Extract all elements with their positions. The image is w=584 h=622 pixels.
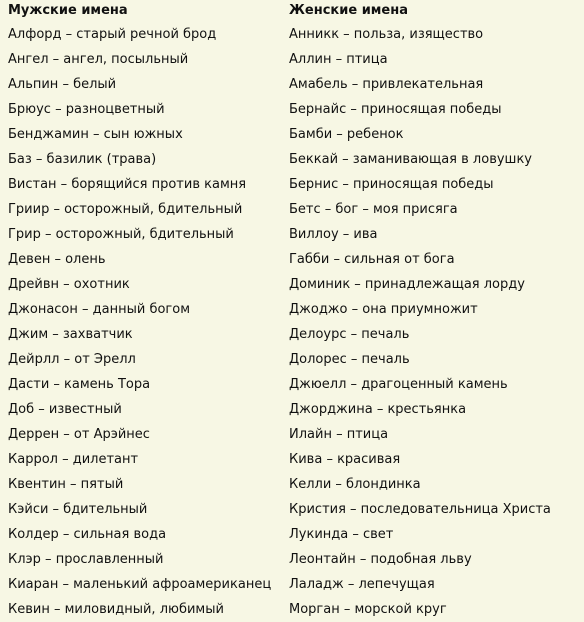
name-entry: Джоджо – она приумножит (289, 302, 478, 317)
name-entry: Габби – сильная от бога (289, 252, 455, 267)
male-names-header: Мужские имена (8, 3, 128, 18)
name-entry: Джонасон – данный богом (8, 302, 191, 317)
name-entry: Бернис – приносящая победы (289, 177, 494, 192)
name-entry: Джорджина – крестьянка (289, 402, 467, 417)
name-entry: Дасти – камень Тора (8, 377, 151, 392)
name-entry: Аллин – птица (289, 52, 388, 67)
name-entry: Грир – осторожный, бдительный (8, 227, 234, 242)
name-entry: Долорес – печаль (289, 352, 410, 367)
name-entry: Кэйси – бдительный (8, 502, 148, 517)
name-entry: Кристия – последовательница Христа (289, 502, 551, 517)
name-entry: Дрейвн – охотник (8, 277, 130, 292)
name-entry: Амабель – привлекательная (289, 77, 484, 92)
name-entry: Каррол – дилетант (8, 452, 139, 467)
name-entry: Виллоу – ива (289, 227, 378, 242)
name-entry: Беккай – заманивающая в ловушку (289, 152, 532, 167)
name-entry: Кевин – миловидный, любимый (8, 602, 224, 617)
name-entry: Илайн – птица (289, 427, 389, 442)
name-entry: Лукинда – свет (289, 527, 394, 542)
name-entry: Вистан – борящийся против камня (8, 177, 247, 192)
female-names-header: Женские имена (289, 3, 408, 18)
name-entry: Делоурс – печаль (289, 327, 410, 342)
name-entry: Гриир – осторожный, бдительный (8, 202, 243, 217)
name-entry: Бенджамин – сын южных (8, 127, 183, 142)
name-entry: Бамби – ребенок (289, 127, 404, 142)
name-entry: Клэр – прославленный (8, 552, 164, 567)
name-entry: Колдер – сильная вода (8, 527, 167, 542)
female-names-list (289, 22, 581, 622)
name-entry: Морган – морской круг (289, 602, 447, 617)
name-entry: Киаран – маленький афроамериканец (8, 577, 272, 592)
name-entry: Баз – базилик (трава) (8, 152, 157, 167)
name-entry: Доминик – принадлежащая лорду (289, 277, 525, 292)
name-entry: Келли – блондинка (289, 477, 421, 492)
name-entry: Анникк – польза, изящество (289, 27, 484, 42)
name-entry: Бетс – бог – моя присяга (289, 202, 458, 217)
name-entry: Джим – захватчик (8, 327, 133, 342)
name-entry: Бернайс – приносящая победы (289, 102, 502, 117)
name-entry: Ангел – ангел, посыльный (8, 52, 189, 67)
name-entry: Кива – красивая (289, 452, 401, 467)
female-names-column (289, 0, 581, 622)
male-names-column (8, 0, 280, 622)
name-entry: Алфорд – старый речной брод (8, 27, 217, 42)
male-names-list (8, 22, 280, 622)
name-entry: Лаладж – лепечущая (289, 577, 435, 592)
name-entry: Квентин – пятый (8, 477, 124, 492)
name-entry: Брюус – разноцветный (8, 102, 165, 117)
name-entry: Дейрлл – от Эрелл (8, 352, 136, 367)
name-entry: Альпин – белый (8, 77, 117, 92)
name-entry: Деррен – от Арэйнес (8, 427, 150, 442)
name-entry: Джюелл – драгоценный камень (289, 377, 508, 392)
name-entry: Доб – известный (8, 402, 122, 417)
name-entry: Леонтайн – подобная льву (289, 552, 472, 567)
name-entry: Девен – олень (8, 252, 106, 267)
